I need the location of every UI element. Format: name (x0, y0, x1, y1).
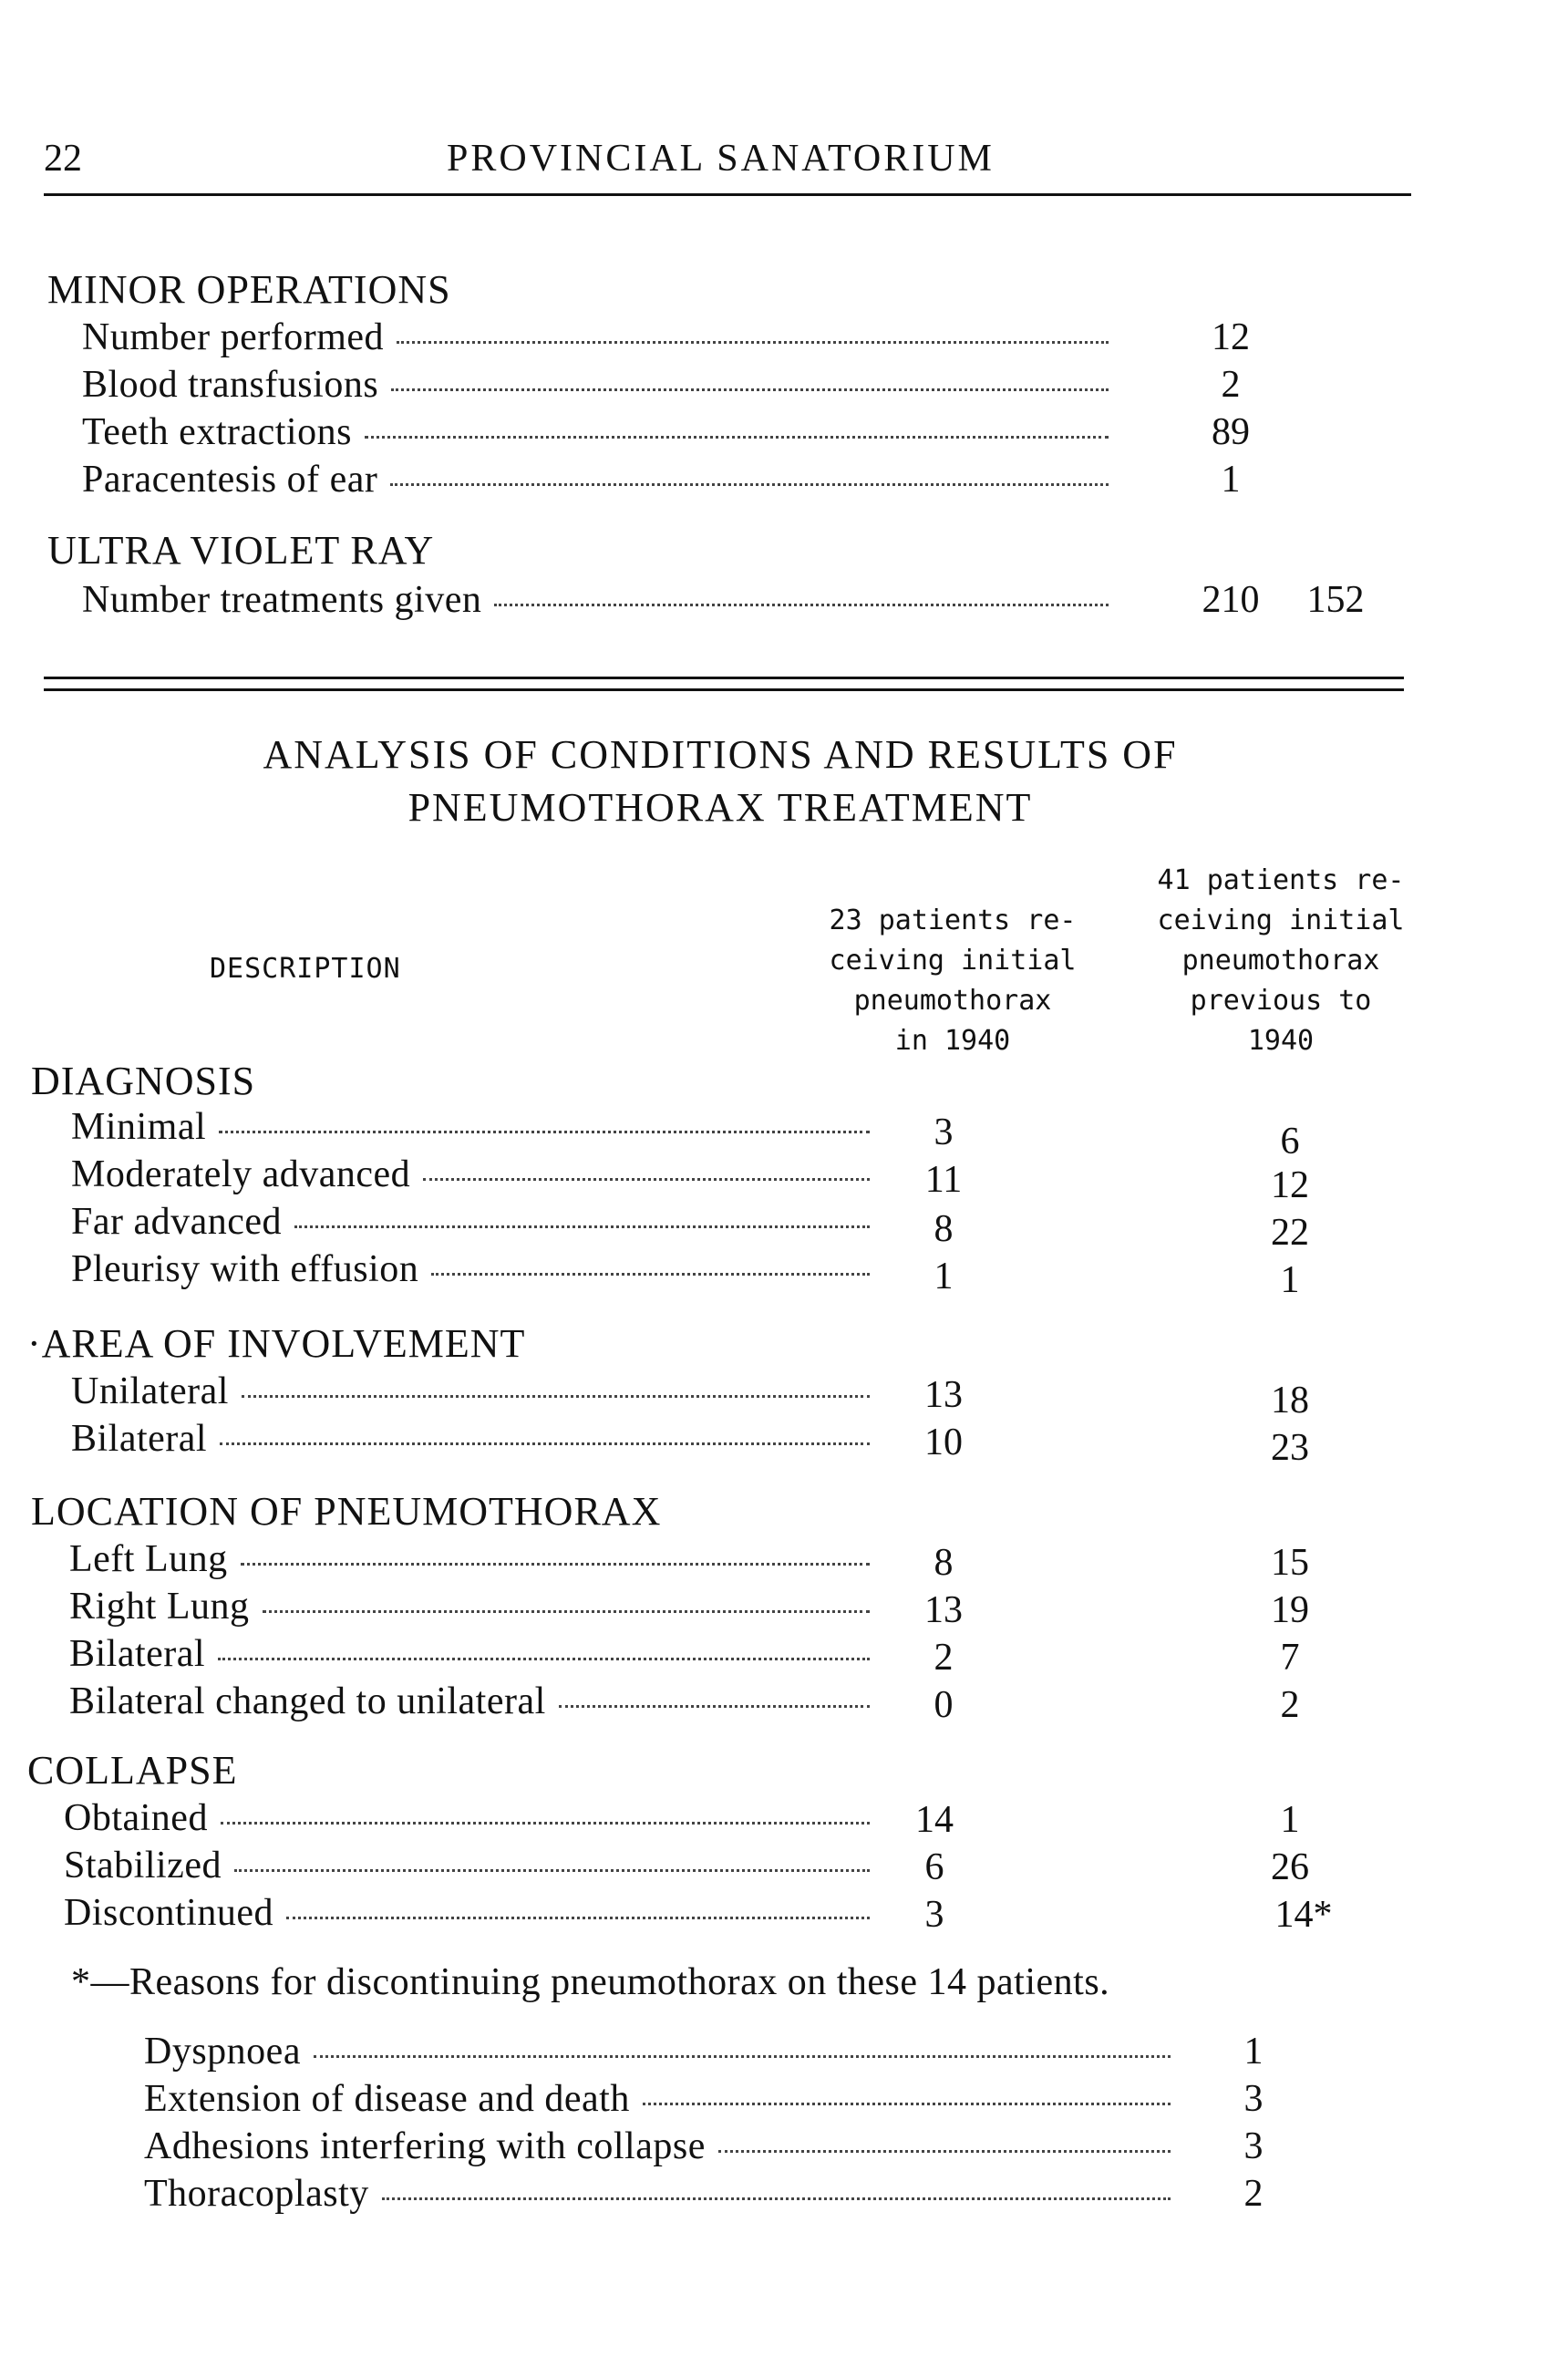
leader-dots (294, 1225, 870, 1228)
collapse-row (64, 1796, 882, 1840)
header-rule (44, 193, 1411, 196)
diagnosis-heading: DIAGNOSIS (31, 1059, 256, 1103)
row-label: Teeth extractions (82, 411, 352, 453)
leader-dots (494, 604, 1109, 606)
leader-dots (286, 1917, 870, 1919)
minor-op-row (82, 363, 1121, 407)
col1-value: 8 (934, 1208, 954, 1250)
leader-dots (391, 388, 1109, 391)
collapse-row (64, 1891, 882, 1935)
area-row (71, 1370, 882, 1413)
minor-op-row (82, 410, 1121, 454)
row-label: Stabilized (64, 1845, 222, 1887)
row-value: 89 (1212, 411, 1250, 453)
footnote-row (144, 2077, 1183, 2121)
row-value: 2 (1243, 2173, 1264, 2215)
row-label: Bilateral (71, 1418, 208, 1460)
header-line: 41 patients re- (1157, 864, 1405, 896)
running-title: PROVINCIAL SANATORIUM (447, 138, 995, 180)
page-number: 22 (44, 138, 82, 180)
leader-dots (220, 1442, 870, 1445)
row-label: Minimal (71, 1106, 207, 1148)
col1-value: 0 (934, 1684, 954, 1726)
analysis-title-line-2: PNEUMOTHORAX TREATMENT (407, 785, 1033, 830)
location-heading: LOCATION OF PNEUMOTHORAX (31, 1489, 662, 1534)
row-value: 3 (1243, 2125, 1264, 2167)
col2-value: 26 (1271, 1846, 1309, 1888)
row-label: Adhesions interfering with collapse (144, 2125, 706, 2167)
row-label: Pleurisy with effusion (71, 1248, 419, 1290)
leader-dots (397, 341, 1109, 344)
area-heading: ·AREA OF INVOLVEMENT (27, 1321, 526, 1366)
header-line: in 1940 (894, 1025, 1011, 1057)
row-value: 2 (1221, 364, 1241, 406)
row-value: 210 (1202, 579, 1260, 621)
diagnosis-row (71, 1105, 882, 1149)
col2-value: 18 (1271, 1380, 1309, 1421)
col1-value: 8 (934, 1542, 954, 1584)
location-row (69, 1585, 882, 1628)
location-row (69, 1537, 882, 1581)
row-value: 1 (1243, 2031, 1264, 2073)
leader-dots (241, 1563, 870, 1566)
col1-value: 3 (924, 1894, 944, 1936)
row-label: Blood transfusions (82, 364, 379, 406)
area-row (71, 1417, 882, 1461)
leader-dots (218, 1658, 870, 1660)
header-line: 23 patients re- (829, 905, 1077, 936)
minor-op-row (82, 315, 1121, 359)
row-total: 152 (1306, 579, 1365, 621)
leader-dots (382, 2197, 1171, 2200)
leader-dots (242, 1395, 870, 1398)
leader-dots (390, 483, 1109, 486)
header-line: pneumothorax (853, 985, 1052, 1017)
col1-value: 6 (924, 1846, 944, 1888)
row-label: Dyspnoea (144, 2031, 301, 2073)
ultra-violet-row (82, 578, 1121, 622)
header-line: pneumothorax (1181, 945, 1380, 977)
leader-dots (263, 1610, 870, 1613)
row-label: Bilateral (69, 1633, 206, 1675)
col2-value: 14* (1274, 1894, 1333, 1936)
col2-value: 12 (1271, 1164, 1309, 1206)
col1-value: 3 (934, 1111, 954, 1153)
row-label: Left Lung (69, 1538, 228, 1580)
diagnosis-row (71, 1200, 882, 1244)
col2-value: 1 (1280, 1799, 1300, 1841)
collapse-heading: COLLAPSE (27, 1748, 238, 1793)
leader-dots (314, 2055, 1171, 2058)
ultra-violet-heading: ULTRA VIOLET RAY (47, 528, 435, 573)
diagnosis-row (71, 1247, 882, 1291)
row-label: Moderately advanced (71, 1153, 411, 1195)
row-label: Thoracoplasty (144, 2173, 369, 2215)
footnote-row (144, 2172, 1183, 2216)
minor-operations-heading: MINOR OPERATIONS (47, 267, 451, 312)
col2-value: 1 (1280, 1259, 1300, 1301)
col2-value: 22 (1271, 1212, 1309, 1254)
col1-value: 2 (934, 1637, 954, 1679)
leader-dots (423, 1178, 870, 1181)
leader-dots (365, 436, 1109, 439)
footnote-row (144, 2030, 1183, 2073)
analysis-title-line-1: ANALYSIS OF CONDITIONS AND RESULTS OF (263, 732, 1178, 777)
row-label: Extension of disease and death (144, 2078, 630, 2120)
header-line: 1940 (1247, 1025, 1315, 1057)
footnote-text: *—Reasons for discontinuing pneumothorax on these 14 patients. (71, 1961, 1110, 2003)
row-label: Number performed (82, 316, 385, 358)
col2-value: 23 (1271, 1427, 1309, 1469)
col2-value: 15 (1271, 1542, 1309, 1584)
col2-value: 6 (1280, 1121, 1300, 1163)
location-row (69, 1632, 882, 1676)
collapse-row (64, 1844, 882, 1887)
col1-value: 13 (924, 1374, 963, 1416)
diagnosis-row (71, 1153, 882, 1196)
leader-dots (643, 2103, 1171, 2105)
row-label: Bilateral changed to unilateral (69, 1680, 546, 1722)
leader-dots (431, 1273, 870, 1276)
col1-value: 13 (924, 1589, 963, 1631)
col2-header (1121, 861, 1440, 1061)
col2-value: 19 (1271, 1589, 1309, 1631)
leader-dots (219, 1131, 870, 1133)
row-label: Unilateral (71, 1370, 229, 1412)
row-label: Obtained (64, 1797, 208, 1839)
row-label: Far advanced (71, 1201, 283, 1243)
leader-dots (234, 1869, 870, 1872)
col1-value: 1 (934, 1256, 954, 1297)
row-label: Paracentesis of ear (82, 459, 378, 501)
row-label: Number treatments given (82, 579, 482, 621)
col2-value: 7 (1280, 1637, 1300, 1679)
footnote-row (144, 2124, 1183, 2168)
leader-dots (718, 2150, 1171, 2153)
row-value: 3 (1243, 2078, 1264, 2120)
col1-value: 14 (915, 1799, 954, 1841)
leader-dots (559, 1705, 870, 1708)
description-column-header: DESCRIPTION (210, 953, 401, 985)
minor-op-row (82, 458, 1121, 501)
leader-dots (221, 1822, 870, 1825)
row-label: Discontinued (64, 1892, 273, 1934)
row-label: Right Lung (69, 1586, 250, 1628)
section-double-rule (44, 677, 1404, 691)
header-line: ceiving initial (829, 945, 1077, 977)
col1-value: 10 (924, 1421, 963, 1463)
header-line: ceiving initial (1157, 905, 1405, 936)
location-row (69, 1680, 882, 1723)
col1-header (784, 901, 1121, 1061)
header-line: previous to (1190, 985, 1372, 1017)
col2-value: 2 (1280, 1684, 1300, 1726)
col1-value: 11 (924, 1159, 963, 1201)
row-value: 1 (1221, 459, 1241, 501)
row-value: 12 (1212, 316, 1250, 358)
